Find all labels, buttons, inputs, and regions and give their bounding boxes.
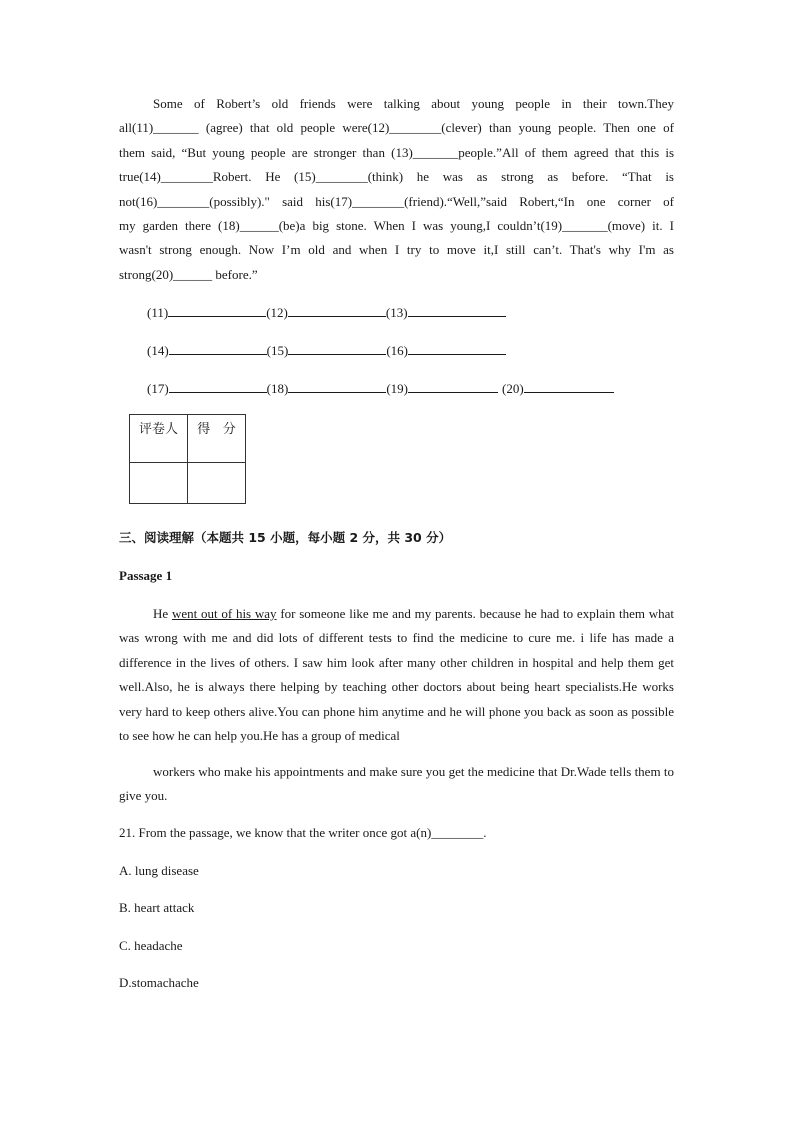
score-table — [129, 414, 246, 504]
score-cell[interactable] — [188, 463, 246, 504]
passage-para1-text: for someone like me and my parents. because he had to explain them what was wrong with me and did lots of different tests to find the medicine to cure me. i life has made a difference in the lives of others. I saw him look after many other children in hospital and help them get well.Also, he is always there helping by teaching other doctors about being heart specialists.He works very hard to keep others alive.You can phone him anytime and he will phone you back as soon as possible to see how he can help you.He has a group of medical — [119, 606, 674, 744]
question-21-option-c[interactable]: C. headache — [119, 938, 183, 953]
cloze-line-3: them said, “But young people are stronger than (13)_______people.”All of them agreed that this is — [119, 144, 674, 160]
answer-row-1 — [147, 303, 506, 321]
answer-label-14: (14) — [147, 343, 169, 358]
passage-paragraph-1 — [119, 602, 674, 748]
question-21-option-b[interactable]: B. heart attack — [119, 900, 195, 915]
grader-cell[interactable] — [130, 463, 188, 504]
answer-label-20: (20) — [502, 381, 524, 396]
answer-blank-19[interactable] — [408, 379, 498, 393]
passage-title: Passage 1 — [119, 568, 173, 583]
answer-label-15: (15) — [266, 343, 289, 358]
question-21-option-a[interactable]: A. lung disease — [119, 863, 199, 878]
answer-label-17: (17) — [147, 381, 169, 396]
cloze-line-1: Some of Robert’s old friends were talking about young people in their town.They — [153, 96, 674, 111]
cloze-line-2: all(11)_______ (agree) that old people were(12)________(clever) than young people. Then one of — [119, 120, 674, 136]
score-header: 得 分 — [188, 415, 246, 463]
answer-label-13: (13) — [385, 305, 408, 320]
answer-blank-15[interactable] — [288, 341, 386, 355]
answer-label-11: (11) — [147, 305, 169, 320]
answer-row-2 — [147, 341, 506, 359]
grader-header: 评卷人 — [130, 415, 188, 463]
answer-blank-16[interactable] — [408, 341, 506, 355]
answer-blank-13[interactable] — [408, 303, 506, 317]
underlined-phrase: went out of his way — [171, 606, 277, 621]
question-21-stem: 21. From the passage, we know that the writer once got a(n)________. — [119, 825, 487, 840]
passage-paragraph-2 — [119, 760, 674, 809]
answer-label-12: (12) — [266, 305, 288, 320]
passage-para2-text: workers who make his appointments and make sure you get the medicine that Dr.Wade tells them to give you. — [119, 764, 674, 804]
cloze-line-6: my garden there (18)______(be)a big stone. When I was young,I couldn’t(19)_______(move) it. I — [119, 218, 674, 234]
answer-row-3 — [147, 379, 614, 397]
cloze-passage — [119, 92, 674, 287]
answer-label-19: (19) — [386, 381, 409, 396]
answer-blank-17[interactable] — [169, 379, 267, 393]
passage-lead-word: He — [153, 606, 169, 621]
question-21-option-d[interactable]: D.stomachache — [119, 975, 199, 990]
answer-label-18: (18) — [266, 381, 289, 396]
answer-blank-14[interactable] — [169, 341, 267, 355]
cloze-line-4: true(14)________Robert. He (15)________(think) he was as strong as before. “That is — [119, 169, 674, 185]
answer-blank-11[interactable] — [168, 303, 266, 317]
answer-blank-12[interactable] — [288, 303, 386, 317]
cloze-line-8: strong(20)______ before.” — [119, 266, 258, 282]
cloze-line-7: wasn't strong enough. Now I’m old and when I try to move it,I still can’t. That's why I'm as — [119, 242, 674, 258]
cloze-line-5: not(16)________(possibly)." said his(17)________(friend).“Well,”said Robert,“In one corner of — [119, 193, 674, 209]
section-heading: 三、阅读理解（本题共 15 小题，每小题 2 分，共 30 分） — [119, 530, 452, 545]
answer-blank-20[interactable] — [524, 379, 614, 393]
answer-blank-18[interactable] — [288, 379, 386, 393]
answer-label-16: (16) — [386, 343, 409, 358]
